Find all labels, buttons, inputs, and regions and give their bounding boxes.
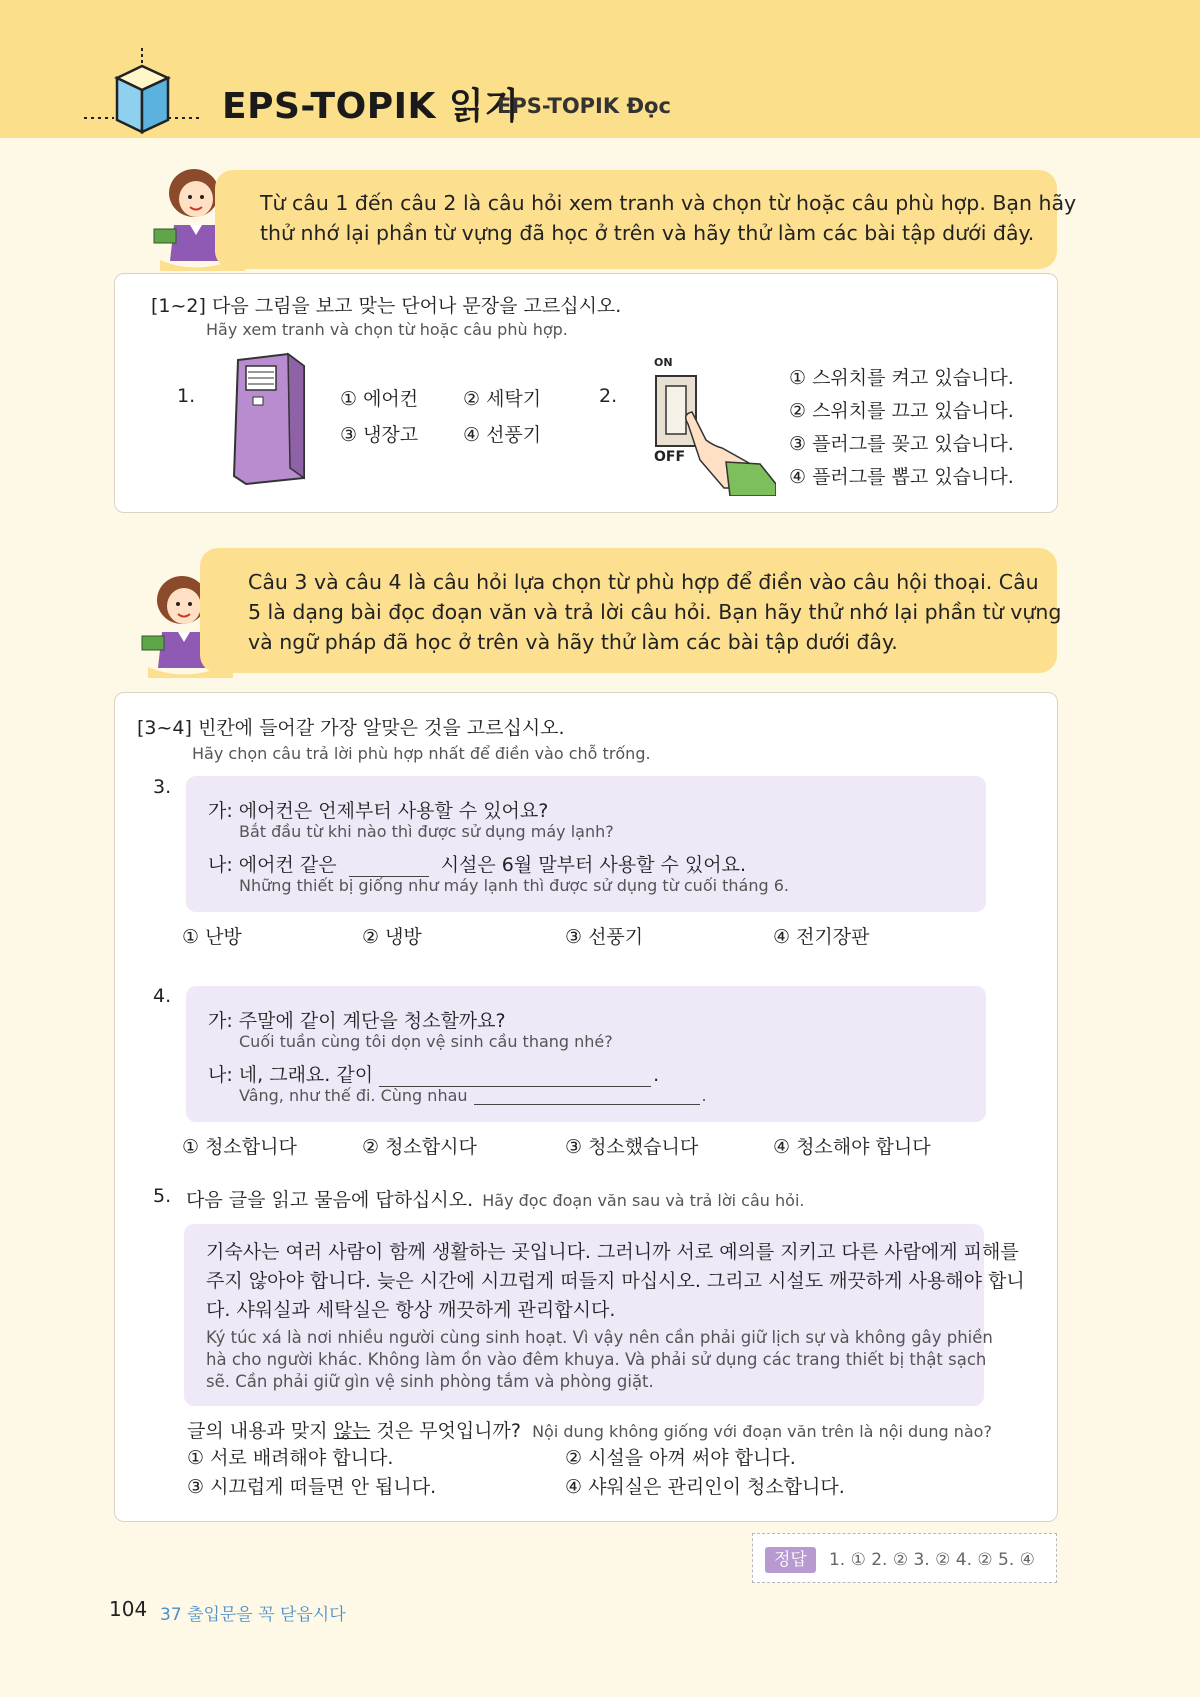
question-number: 2. [599,385,618,407]
dialogue-b-ko [208,850,746,877]
answer-key [765,1545,1035,1570]
dialogue-a-ko: 가: 에어컨은 언제부터 사용할 수 있어요? [208,800,549,822]
question-prompt-ko-emphasis: 않는 [333,1420,371,1442]
dialogue-b-vi [239,1086,707,1105]
option-1[interactable]: ① 에어컨 [340,388,419,410]
question-number: 1. [177,385,196,407]
question-prompt-ko-post: 것은 무엇입니까? [370,1420,521,1442]
chapter-title: 37 출입문을 꼭 닫읍시다 [160,1605,346,1625]
option-3[interactable]: ③ 선풍기 [565,926,644,948]
page-title-translation: EPS-TOPIK Đọc [497,94,671,118]
passage-ko-line: 주지 않아야 합니다. 늦은 시간에 시끄럽게 떠들지 마십시오. 그리고 시설도 깨끗하게 사용해야 합니 [206,1270,1025,1292]
intro-bubble-1 [215,170,1077,269]
dialogue-a-vi: Bắt đầu từ khi nào thì được sử dụng máy lạnh? [239,822,614,841]
dialogue-b-ko-post: 시설은 6월 말부터 사용할 수 있어요. [440,854,746,876]
answer-key-text: 1. ① 2. ② 3. ② 4. ② 5. ④ [828,1550,1035,1570]
question-heading-ko: 다음 글을 읽고 물음에 답하십시오. [186,1189,474,1211]
option-4[interactable]: ④ 선풍기 [463,424,542,446]
section-subheading: Hãy xem tranh và chọn từ hoặc câu phù hợp. [206,320,568,339]
switch-off-label: OFF [654,449,686,465]
passage-vi-line: Ký túc xá là nơi nhiều người cùng sinh hoạt. Vì vậy nên cần phải giữ lịch sự và không gây phiền [206,1328,993,1347]
page-title: EPS-TOPIK 읽기 [222,86,520,127]
option-3[interactable]: ③ 냉장고 [340,424,419,446]
option-2[interactable]: ② 청소합시다 [362,1136,477,1158]
cube-icon [82,46,202,138]
passage-ko-line: 다. 샤워실과 세탁실은 항상 깨끗하게 관리합시다. [206,1299,616,1321]
option-1[interactable]: ① 난방 [182,926,242,948]
reading-passage [184,1224,1025,1406]
answer-key-box [752,1533,1057,1583]
dialogue-b-vi-pre: Vâng, như thế đi. Cùng nhau [239,1086,468,1105]
air-conditioner-icon [228,352,308,486]
dialogue-box [186,776,986,912]
option-2[interactable]: ② 냉방 [362,926,422,948]
option-3[interactable]: ③ 시끄럽게 떠들면 안 됩니다. [187,1476,437,1498]
option-2[interactable]: ② 시설을 아껴 써야 합니다. [565,1447,796,1469]
question-prompt-vi: Nội dung không giống với đoạn văn trên là nội dung nào? [532,1422,992,1441]
switch-on-label: ON [654,356,673,369]
question-number: 3. [153,776,172,798]
option-4[interactable]: ④ 플러그를 뽑고 있습니다. [789,466,1014,488]
answer-key-label: 정답 [765,1547,816,1573]
intro-text-line: Câu 3 và câu 4 là câu hỏi lựa chọn từ phù hợp để điền vào câu hội thoại. Câu [248,570,1039,594]
intro-text-line: 5 là dạng bài đọc đoạn văn và trả lời câu hỏi. Bạn hãy thử nhớ lại phần từ vựng [248,600,1062,624]
option-2[interactable]: ② 세탁기 [463,388,542,410]
option-3[interactable]: ③ 플러그를 꽂고 있습니다. [789,433,1014,455]
question-number: 5. [153,1185,172,1207]
intro-text-line: thử nhớ lại phần từ vựng đã học ở trên và hãy thử làm các bài tập dưới đây. [260,221,1035,245]
dialogue-b-ko-post: . [653,1064,660,1086]
page-number: 104 [109,1597,148,1621]
dialogue-b-ko [208,1060,659,1087]
question-heading-vi: Hãy đọc đoạn văn sau và trả lời câu hỏi. [482,1191,805,1210]
option-1[interactable]: ① 청소합니다 [182,1136,297,1158]
dialogue-a-vi: Cuối tuần cùng tôi dọn vệ sinh cầu thang nhé? [239,1032,613,1051]
question-number: 4. [153,985,172,1007]
dialogue-b-ko-pre: 나: 에어컨 같은 [208,854,337,876]
passage-vi-line: sẽ. Cần phải giữ gìn vệ sinh phòng tắm và phòng giặt. [206,1372,654,1391]
dialogue-b-vi-post: . [701,1086,707,1105]
dialogue-b-ko-pre: 나: 네, 그래요. 같이 [208,1064,374,1086]
dialogue-b-vi: Những thiết bị giống như máy lạnh thì được sử dụng từ cuối tháng 6. [239,876,790,895]
passage-vi-line: hà cho người khác. Không làm ồn vào đêm khuya. Và phải sử dụng các trang thiết bị thật sạch [206,1350,987,1369]
option-3[interactable]: ③ 청소했습니다 [565,1136,699,1158]
dialogue-a-ko: 가: 주말에 같이 계단을 청소할까요? [208,1010,506,1032]
question-heading [186,1185,804,1212]
blank-field[interactable] [474,1103,700,1105]
question-prompt [187,1416,992,1443]
intro-text-line: Từ câu 1 đến câu 2 là câu hỏi xem tranh và chọn từ hoặc câu phù hợp. Bạn hãy [260,191,1077,215]
passage-ko-line: 기숙사는 여러 사람이 함께 생활하는 곳입니다. 그러니까 서로 예의를 지키고 다른 사람에게 피해를 [206,1241,1019,1263]
section-heading: [3~4] 빈칸에 들어갈 가장 알맞은 것을 고르십시오. [137,717,565,739]
option-4[interactable]: ④ 샤워실은 관리인이 청소합니다. [565,1476,845,1498]
section-subheading: Hãy chọn câu trả lời phù hợp nhất để điền vào chỗ trống. [192,744,651,763]
option-1[interactable]: ① 스위치를 켜고 있습니다. [789,367,1014,389]
intro-bubble-2 [200,548,1062,673]
option-2[interactable]: ② 스위치를 끄고 있습니다. [789,400,1014,422]
option-4[interactable]: ④ 청소해야 합니다 [773,1136,931,1158]
light-switch-hand-icon [650,356,776,496]
option-1[interactable]: ① 서로 배려해야 합니다. [187,1447,394,1469]
option-4[interactable]: ④ 전기장판 [773,926,870,948]
section-heading: [1~2] 다음 그림을 보고 맞는 단어나 문장을 고르십시오. [151,295,622,317]
intro-text-line: và ngữ pháp đã học ở trên và hãy thử làm các bài tập dưới đây. [248,630,898,654]
question-prompt-ko-pre: 글의 내용과 맞지 [187,1420,334,1442]
dialogue-box [186,986,986,1122]
